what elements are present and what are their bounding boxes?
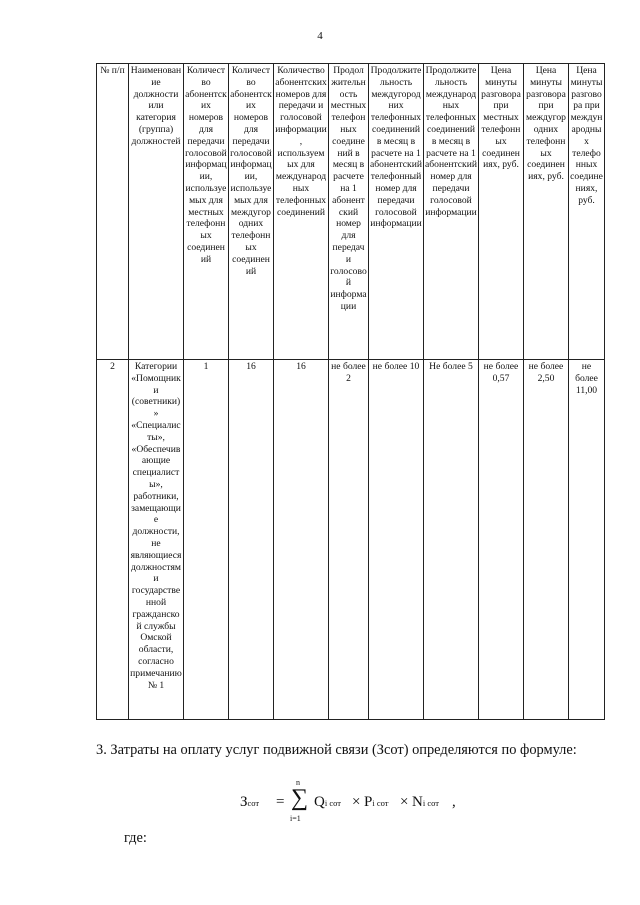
header-cell: Количество абонентских номеров для передачи голосовой информации, используемых для междугородних телефонных соединений: [229, 64, 274, 360]
header-cell: Продолжительность местных телефонных соединений в месяц в расчете на 1 абонентский номер для передачи голосовой информации: [329, 64, 369, 360]
table-cell: 16: [274, 360, 329, 720]
header-cell: Цена минуты разговора при междугородних телефонных соединениях, руб.: [524, 64, 569, 360]
formula-lhs: Зсот: [240, 794, 260, 810]
norms-table: [96, 63, 605, 720]
table-cell: не более 2,50: [524, 360, 569, 720]
cost-formula: [240, 778, 480, 828]
sum-upper-limit: n: [296, 778, 300, 787]
mobile-costs-paragraph: 3. Затраты на оплату услуг подвижной связи (Зсот) определяются по формуле:: [96, 742, 577, 758]
header-cell: Наименование должности или категория (группа) должностей: [129, 64, 184, 360]
header-cell: Продолжительность международных телефонных соединений в месяц в расчете на 1 абонентский номер для передачи голосовой информации: [424, 64, 479, 360]
header-cell: Цена минуты разговора при международных телефонных соединениях, руб.: [569, 64, 605, 360]
table-cell: не более 2: [329, 360, 369, 720]
table-cell: 1: [184, 360, 229, 720]
header-cell: № п/п: [97, 64, 129, 360]
sum-sign: ∑: [291, 785, 309, 811]
formula-comma: ,: [452, 794, 456, 810]
where-label: где:: [124, 830, 147, 846]
table-cell: не более 11,00: [569, 360, 605, 720]
sum-lower-limit: i=1: [290, 814, 301, 823]
table-row: [97, 360, 605, 720]
table-cell: не более 10: [369, 360, 424, 720]
page-number: 4: [317, 30, 323, 42]
table-cell: не более 0,57: [479, 360, 524, 720]
table-cell: 16: [229, 360, 274, 720]
formula-n: Ni сот: [412, 794, 439, 810]
header-cell: Количество абонентских номеров для передачи и голосовой информации, используемых для международных телефонных соединений: [274, 64, 329, 360]
formula-p: Pi сот: [364, 794, 389, 810]
table-cell: Не более 5: [424, 360, 479, 720]
formula-q: Qi сот: [314, 794, 341, 810]
header-cell: Количество абонентских номеров для передачи голосовой информации, используемых для местных телефонных соединений: [184, 64, 229, 360]
header-cell: Продолжительность междугородних телефонных соединений в месяц в расчете на 1 абонентский телефонный номер для передачи голосовой информации: [369, 64, 424, 360]
table-header-row: [97, 64, 605, 360]
times-sign: ×: [352, 794, 361, 810]
table-cell: Категории «Помощники (советники)» «Специалисты», «Обеспечивающие специалисты», работники, замещающие должности, не являющиеся должностями государственной гражданской службы Омской области, согласно примечанию № 1: [129, 360, 184, 720]
formula-equals: =: [276, 794, 285, 810]
header-cell: Цена минуты разговора при местных телефонных соединениях, руб.: [479, 64, 524, 360]
times-sign: ×: [400, 794, 409, 810]
table-cell: 2: [97, 360, 129, 720]
